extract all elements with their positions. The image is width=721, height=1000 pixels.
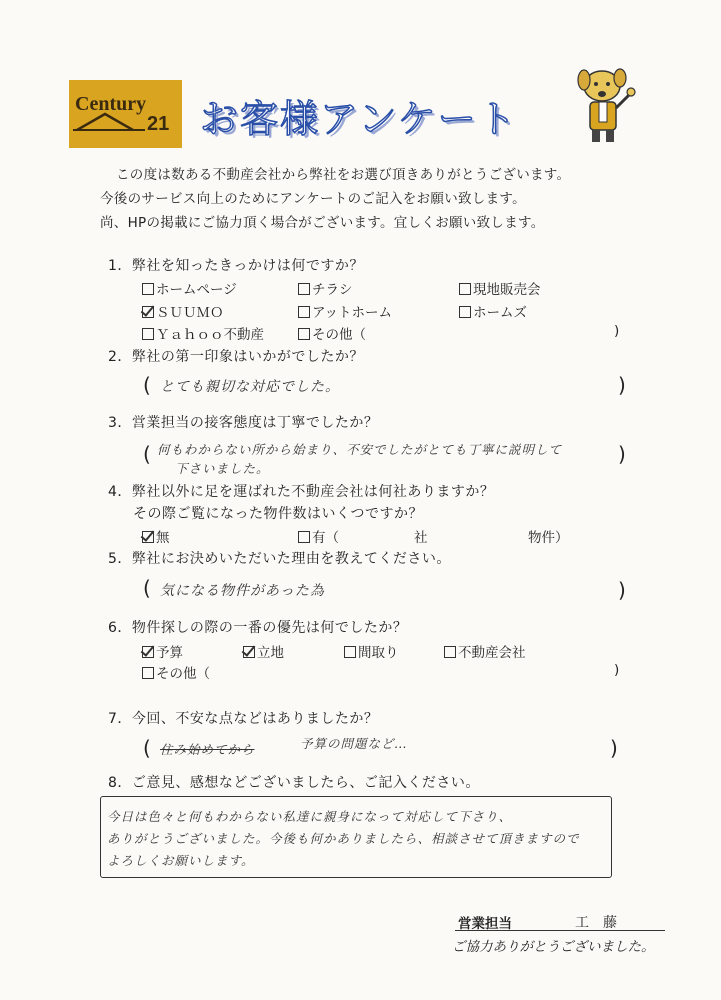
open-paren: (	[143, 373, 151, 397]
q6-option-budget[interactable]: 予算	[142, 641, 183, 661]
q8-answer-line-1: 今日は色々と何もわからない私達に親身になって対応して下さり、	[107, 809, 513, 824]
q3-answer-line-1: 何もわからない所から始まり、不安でしたがとても丁寧に説明して	[157, 442, 563, 457]
q8-answer-line-3: よろしくお願いします。	[107, 853, 255, 868]
q4-option-yes[interactable]: 有（	[298, 526, 339, 546]
q1-option-homes[interactable]: ホームズ	[459, 301, 527, 321]
close-paren: )	[610, 736, 618, 760]
intro-line-1: この度は数ある不動産会社から弊社をお選び頂きありがとうございます。	[116, 167, 571, 183]
q1-option-suumo[interactable]: ＳＵＵＭＯ	[142, 301, 224, 321]
page-title: お客様アンケート	[200, 97, 518, 141]
q4-unit-property: 物件）	[528, 530, 569, 546]
checkbox[interactable]	[142, 667, 154, 679]
logo-house-icon	[69, 80, 182, 148]
century21-logo	[69, 80, 182, 148]
mascot-dog-icon	[570, 64, 642, 146]
open-paren: (	[143, 736, 151, 760]
question-1: 1．弊社を知ったきっかけは何ですか？	[108, 258, 364, 274]
open-paren: (	[143, 576, 151, 600]
checkbox[interactable]	[459, 306, 471, 318]
q1-option-flyer[interactable]: チラシ	[298, 278, 353, 298]
question-2: 2．弊社の第一印象はいかがでしたか？	[108, 349, 364, 365]
checkbox[interactable]	[142, 283, 154, 295]
staff-label: 営業担当	[458, 916, 512, 932]
q1-option-yahoo[interactable]: Ｙａｈｏｏ不動産	[142, 323, 264, 343]
question-8: 8．ご意見、感想などございましたら、ご記入ください。	[108, 775, 480, 791]
q4-unit-company: 社	[414, 530, 428, 546]
q6-option-layout[interactable]: 間取り	[344, 641, 399, 661]
q2-answer: とても親切な対応でした。	[160, 379, 340, 395]
checkbox[interactable]	[298, 328, 310, 340]
question-3: 3．営業担当の接客態度は丁寧でしたか？	[108, 415, 379, 431]
q8-comment-box[interactable]	[100, 796, 612, 878]
thanks-text: ご協力ありがとうございました。	[452, 939, 655, 955]
checkbox-checked[interactable]	[142, 531, 154, 543]
q8-answer-line-2: ありがとうございました。今後も何かありましたら、相談させて頂きますので	[107, 831, 580, 846]
svg-text:21: 21	[147, 113, 170, 135]
intro-line-3: 尚、HPの掲載にご協力頂く場合がございます。宜しくお願い致します。	[100, 215, 545, 231]
q1-option-athome[interactable]: アットホーム	[298, 301, 392, 321]
close-paren: )	[618, 373, 626, 397]
checkbox[interactable]	[298, 306, 310, 318]
checkbox[interactable]	[298, 531, 310, 543]
q6-close-paren: )	[614, 662, 620, 678]
q5-answer: 気になる物件があった為	[160, 583, 325, 599]
checkbox[interactable]	[142, 328, 154, 340]
close-paren: )	[618, 578, 626, 602]
intro-line-2: 今後のサービス向上のためにアンケートのご記入をお願い致します。	[100, 191, 526, 207]
q1-option-open-house[interactable]: 現地販売会	[459, 278, 541, 298]
checkbox-checked[interactable]	[142, 306, 154, 318]
q6-option-other[interactable]: その他（	[142, 662, 210, 682]
question-7: 7．今回、不安な点などはありましたか？	[108, 711, 379, 727]
checkbox-checked[interactable]	[243, 646, 255, 658]
q1-option-other[interactable]: その他（	[298, 323, 366, 343]
staff-underline	[455, 930, 665, 931]
close-paren: )	[618, 442, 626, 466]
q6-option-location[interactable]: 立地	[243, 641, 284, 661]
checkbox-checked[interactable]	[142, 646, 154, 658]
question-4: 4．弊社以外に足を運ばれた不動産会社は何社ありますか？	[108, 484, 495, 500]
question-5: 5．弊社にお決めいただいた理由を教えてください。	[108, 551, 451, 567]
question-6: 6．物件探しの際の一番の優先は何でしたか？	[108, 620, 408, 636]
staff-name: 工 藤	[575, 915, 617, 931]
checkbox[interactable]	[444, 646, 456, 658]
q3-answer-line-2: 下さいました。	[175, 461, 270, 476]
checkbox[interactable]	[298, 283, 310, 295]
q1-close-paren: )	[614, 323, 620, 339]
open-paren: (	[143, 442, 151, 466]
svg-text:Century: Century	[75, 93, 147, 115]
question-4-sub: その際ご覧になった物件数はいくつですか？	[133, 506, 423, 522]
q1-option-homepage[interactable]: ホームページ	[142, 278, 237, 298]
q6-option-agency[interactable]: 不動産会社	[444, 641, 526, 661]
q4-option-none[interactable]: 無	[142, 526, 170, 546]
q7-answer: 予算の問題など…	[300, 736, 409, 751]
checkbox[interactable]	[344, 646, 356, 658]
checkbox[interactable]	[459, 283, 471, 295]
q7-struck-answer: 住み始めてから	[160, 742, 255, 757]
